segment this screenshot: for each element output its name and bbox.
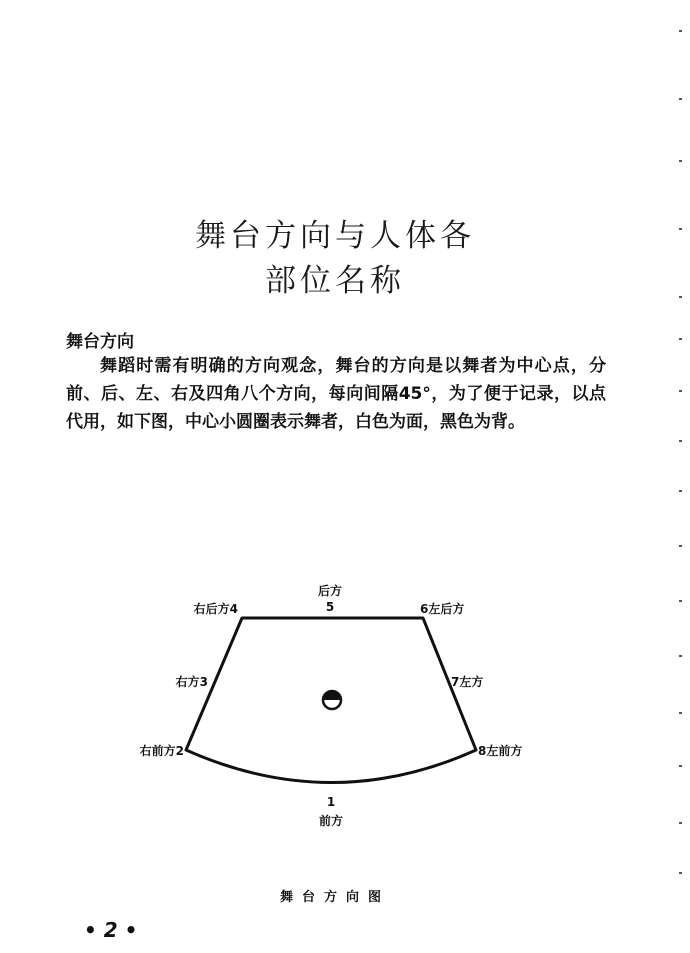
diagram-caption: 舞台方向图 bbox=[279, 890, 390, 905]
scan-edge-marks bbox=[676, 0, 690, 953]
dancer-symbol-icon bbox=[323, 691, 341, 709]
label-5: 5 bbox=[325, 600, 335, 614]
label-right-back: 右后方4 bbox=[193, 602, 238, 616]
label-front: 前方 bbox=[318, 814, 344, 828]
page-title-line-1: 舞台方向与人体各 bbox=[195, 218, 475, 254]
label-left: 7左方 bbox=[451, 675, 484, 689]
label-back: 后方 bbox=[317, 584, 343, 598]
label-left-back: 6左后方 bbox=[420, 602, 465, 616]
section-paragraph: 舞蹈时需有明确的方向观念，舞台的方向是以舞者为中心点，分前、后、左、右及四角八个方向，每向间隔45°，为了便于记录，以点代用，如下图，中心小圆圈表示舞者，白色为面，黑色为背。 bbox=[66, 356, 606, 432]
label-left-front: 8左前方 bbox=[478, 744, 523, 758]
page-title-line-2: 部位名称 bbox=[265, 263, 405, 299]
page-number: • 2 • bbox=[84, 918, 138, 942]
label-right: 右方3 bbox=[175, 675, 208, 689]
label-1: 1 bbox=[326, 795, 336, 809]
stage-direction-diagram bbox=[0, 575, 690, 875]
section-heading: 舞台方向 bbox=[66, 332, 134, 352]
label-right-front: 右前方2 bbox=[139, 744, 184, 758]
